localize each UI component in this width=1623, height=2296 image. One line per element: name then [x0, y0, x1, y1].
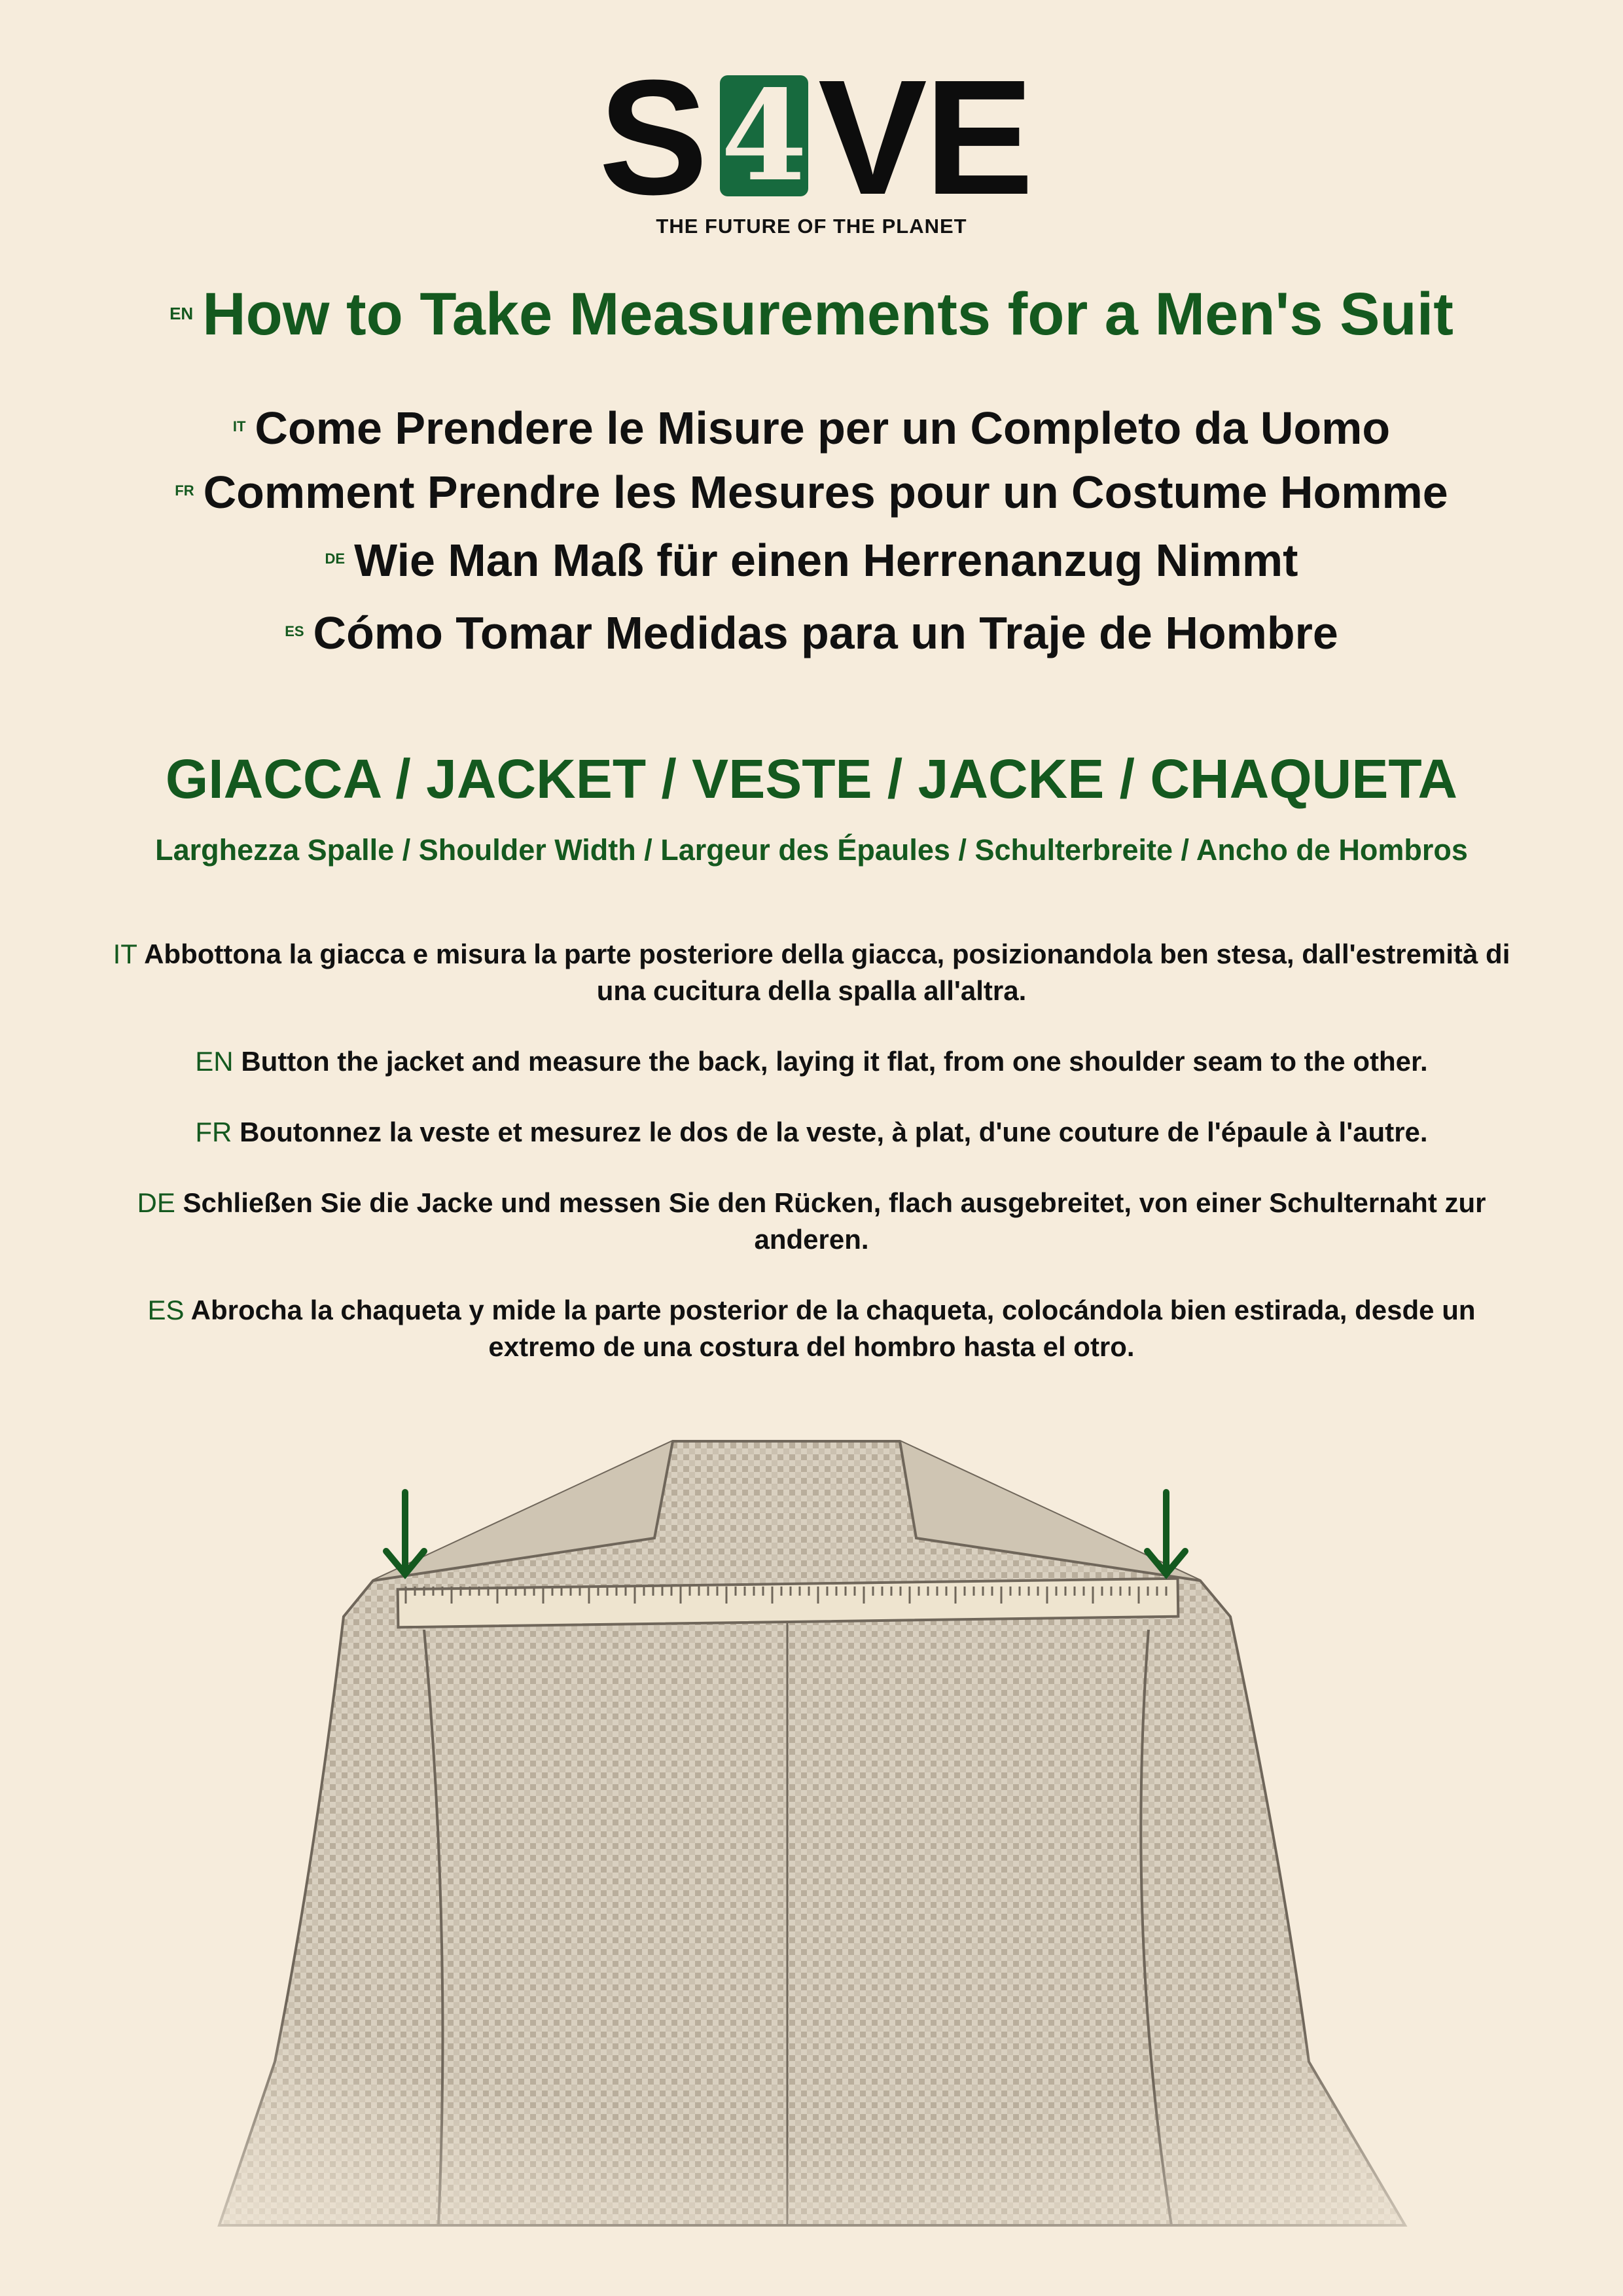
language-code: FR: [195, 1117, 232, 1147]
language-code: ES: [285, 622, 304, 639]
language-code: EN: [195, 1046, 234, 1077]
instruction-fr: [92, 1114, 1531, 1151]
logo-digit-box: 4: [721, 63, 808, 209]
subtitle-text: Wie Man Maß für einen Herrenanzug Nimmt: [354, 535, 1298, 586]
instruction-text: Button the jacket and measure the back, laying it flat, from one shoulder seam to the other.: [241, 1046, 1428, 1077]
language-code: DE: [137, 1187, 175, 1218]
instruction-text: Schließen Sie die Jacke und messen Sie den Rücken, flach ausgebreitet, von einer Schulternaht zur anderen.: [183, 1187, 1486, 1255]
subtitle-text: Cómo Tomar Medidas para un Traje de Hombre: [313, 607, 1338, 658]
page-title: [0, 278, 1623, 355]
title-text: How to Take Measurements for a Men's Suit: [202, 281, 1454, 348]
subtitle-es: [0, 605, 1623, 664]
subtitle-text: Come Prendere le Misure per un Completo da Uomo: [255, 403, 1391, 454]
language-code: EN: [169, 303, 194, 323]
instruction-es: [92, 1292, 1531, 1365]
subtitle-de: [0, 533, 1623, 592]
instructions: [92, 936, 1531, 1399]
language-code: IT: [113, 939, 137, 969]
subtitle-text: Comment Prendre les Mesures pour un Costume Homme: [203, 467, 1448, 518]
instruction-en: [92, 1043, 1531, 1080]
instruction-text: Abbottona la giacca e misura la parte posteriore della giacca, posizionandola ben stesa, dall'estremità di una cucitura della spalla all'altra.: [144, 939, 1510, 1006]
language-code: DE: [325, 550, 346, 567]
logo-letters-ve: VE: [818, 46, 1031, 228]
instruction-de: [92, 1185, 1531, 1258]
instruction-text: Boutonnez la veste et mesurez le dos de la veste, à plat, d'une couture de l'épaule à l'autre.: [240, 1117, 1428, 1147]
section-heading: GIACCA / JACKET / VESTE / JACKE / CHAQUETA: [165, 748, 1458, 810]
jacket-illustration: [0, 1407, 1623, 2296]
section-subheading: Larghezza Spalle / Shoulder Width / Largeur des Épaules / Schulterbreite / Ancho de Hombros: [155, 833, 1468, 867]
logo-letter-s: S: [599, 46, 705, 228]
language-code: ES: [147, 1295, 185, 1325]
subtitle-it: [0, 401, 1623, 459]
logo-tagline: THE FUTURE OF THE PLANET: [656, 215, 967, 238]
subtitle-fr: [0, 465, 1623, 524]
instruction-text: Abrocha la chaqueta y mide la parte posterior de la chaqueta, colocándola bien estirada, desde un extremo de una costura del hombro hasta el otro.: [190, 1295, 1476, 1362]
instruction-it: [92, 936, 1531, 1009]
language-code: IT: [232, 418, 246, 435]
language-code: FR: [175, 482, 194, 499]
